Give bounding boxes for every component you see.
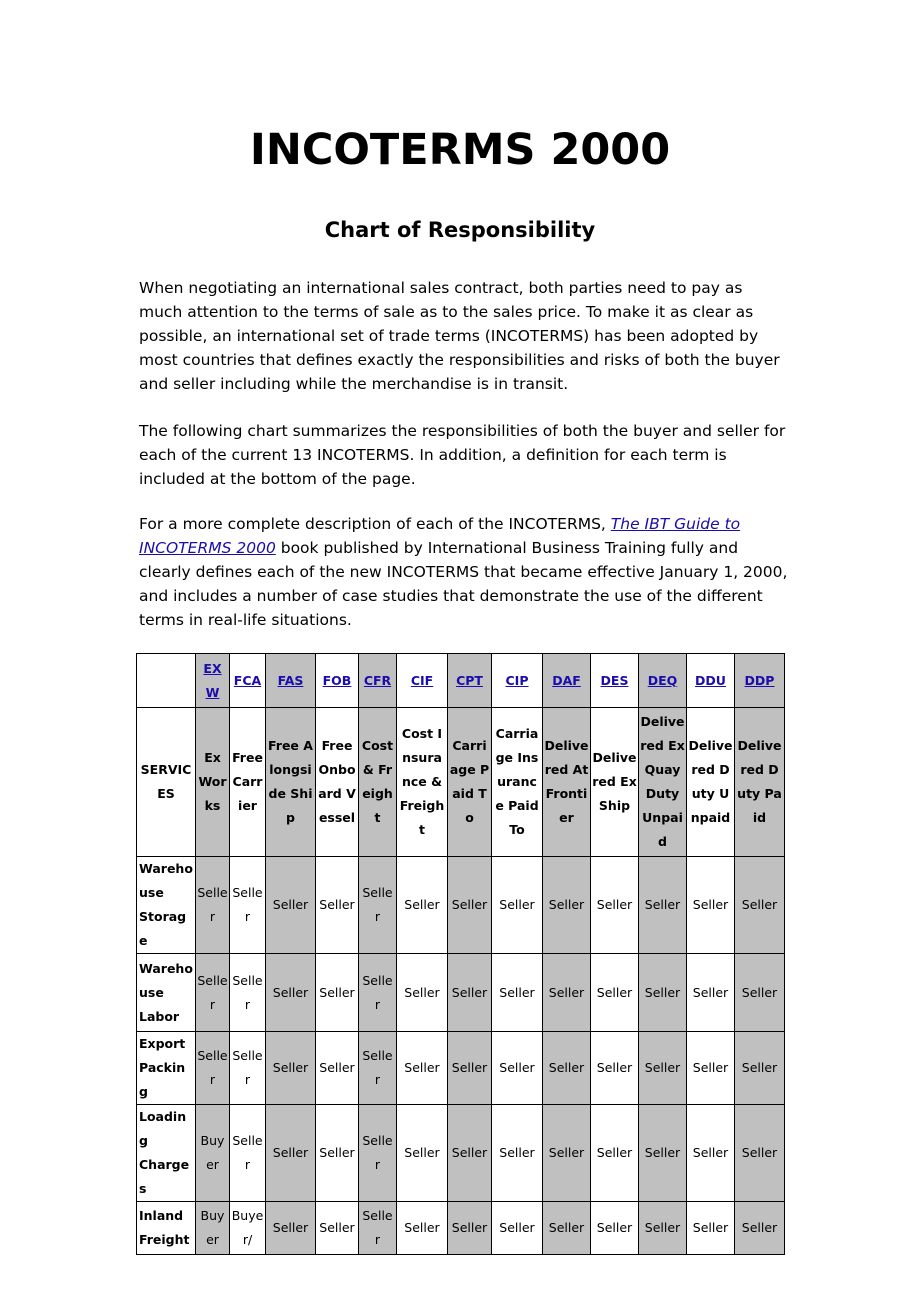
corner-cell — [137, 654, 196, 708]
responsibility-cell: Seller — [266, 857, 316, 954]
term-name-cell: Delivered Ex Ship — [591, 708, 639, 857]
service-label: Warehouse Storage — [137, 857, 196, 954]
intro-paragraph: When negotiating an international sales contract, both parties need to pay as much attention to the terms of sale as to the sales price. To make it as clear as possible, an international set of trade terms (INCOTERMS) has been adopted by most countries that defines exactly the responsibilities and risks of both the buyer and seller including while the merchandise is in transit. — [139, 279, 780, 393]
responsibility-cell: Seller — [359, 857, 397, 954]
responsibility-cell: Seller — [687, 954, 735, 1032]
responsibility-cell: Seller — [397, 1032, 448, 1105]
term-name-cell: Cost Insurance & Freight — [397, 708, 448, 857]
responsibility-cell: Seller — [735, 857, 785, 954]
responsibility-cell: Buyer — [196, 1105, 230, 1202]
responsibility-cell: Seller — [687, 1202, 735, 1255]
term-code-cell — [543, 654, 591, 708]
responsibility-cell: Seller — [543, 1105, 591, 1202]
responsibility-cell: Seller — [543, 857, 591, 954]
responsibility-cell: Seller — [316, 1105, 359, 1202]
responsibility-cell: Seller — [735, 1202, 785, 1255]
term-name-cell: Delivered Duty Unpaid — [687, 708, 735, 857]
responsibility-cell: Seller — [735, 1032, 785, 1105]
table-row — [137, 1105, 785, 1202]
responsibility-cell: Seller — [230, 1105, 266, 1202]
responsibility-cell: Seller — [397, 954, 448, 1032]
service-label: Export Packing — [137, 1032, 196, 1105]
term-name-cell: Ex Works — [196, 708, 230, 857]
responsibility-cell: Seller — [397, 1202, 448, 1255]
term-code-cell — [266, 654, 316, 708]
term-name-cell: Carriage Insurance Paid To — [492, 708, 543, 857]
responsibility-cell: Seller — [543, 1032, 591, 1105]
service-label: Warehouse Labor — [137, 954, 196, 1032]
responsibility-cell: Seller — [196, 857, 230, 954]
responsibility-cell: Seller — [591, 1032, 639, 1105]
responsibility-cell: Seller — [316, 857, 359, 954]
responsibility-cell: Seller — [492, 1202, 543, 1255]
responsibility-cell: Buyer/ — [230, 1202, 266, 1255]
responsibility-cell: Seller — [359, 1032, 397, 1105]
responsibility-cell: Seller — [687, 857, 735, 954]
responsibility-cell: Seller — [316, 1032, 359, 1105]
term-code-cell — [359, 654, 397, 708]
responsibility-cell: Seller — [687, 1032, 735, 1105]
responsibility-cell: Seller — [397, 857, 448, 954]
term-name-cell: Carriage Paid To — [448, 708, 492, 857]
table-row — [137, 857, 785, 954]
responsibility-cell: Seller — [639, 1105, 687, 1202]
responsibility-cell: Buyer — [196, 1202, 230, 1255]
term-name-cell: Delivered Duty Paid — [735, 708, 785, 857]
table-row — [137, 1202, 785, 1255]
term-name-cell: Free Carrier — [230, 708, 266, 857]
term-code-cell — [196, 654, 230, 708]
table-row — [137, 954, 785, 1032]
page-subtitle: Chart of Responsibility — [324, 218, 596, 242]
ibt-guide-link[interactable]: The IBT Guide to INCOTERMS 2000 — [139, 515, 741, 557]
responsibility-cell: Seller — [266, 1032, 316, 1105]
responsibility-cell: Seller — [316, 954, 359, 1032]
responsibility-cell: Seller — [492, 954, 543, 1032]
term-code-link-ddp[interactable]: DDP — [744, 672, 775, 688]
page-title: INCOTERMS 2000 — [249, 125, 671, 175]
term-code-cell — [316, 654, 359, 708]
term-code-cell — [448, 654, 492, 708]
term-code-cell — [735, 654, 785, 708]
term-name-cell: Delivered Ex Quay Duty Unpaid — [639, 708, 687, 857]
term-code-link-cpt[interactable]: CPT — [456, 672, 483, 688]
term-code-cell — [492, 654, 543, 708]
responsibility-cell: Seller — [735, 1105, 785, 1202]
service-label: Loading Charges — [137, 1105, 196, 1202]
term-code-link-fob[interactable]: FOB — [322, 672, 352, 688]
responsibility-cell: Seller — [359, 1202, 397, 1255]
responsibility-cell: Seller — [266, 1105, 316, 1202]
responsibility-cell: Seller — [492, 857, 543, 954]
responsibility-cell: Seller — [196, 954, 230, 1032]
term-code-row — [137, 654, 785, 708]
term-code-link-cip[interactable]: CIP — [505, 672, 529, 688]
responsibility-cell: Seller — [639, 1032, 687, 1105]
table-row — [137, 1032, 785, 1105]
responsibility-cell: Seller — [196, 1032, 230, 1105]
responsibility-cell: Seller — [735, 954, 785, 1032]
term-name-cell: Delivered At Frontier — [543, 708, 591, 857]
term-name-row — [137, 708, 785, 857]
term-name-cell: Free Onboard Vessel — [316, 708, 359, 857]
term-code-cell — [591, 654, 639, 708]
responsibility-cell: Seller — [492, 1032, 543, 1105]
term-code-link-ddu[interactable]: DDU — [695, 672, 726, 688]
responsibility-cell: Seller — [543, 954, 591, 1032]
term-code-link-daf[interactable]: DAF — [552, 672, 581, 688]
term-code-link-fca[interactable]: FCA — [233, 672, 262, 688]
responsibility-cell: Seller — [359, 954, 397, 1032]
term-code-link-des[interactable]: DES — [600, 672, 629, 688]
guide-text-after: book published by International Business Training fully and clearly defines each of the new INCOTERMS that became effective January 1, 2000, and includes a number of case studies that demonstrate the use of the different terms in real-life situations. — [139, 539, 788, 629]
term-code-link-fas[interactable]: FAS — [277, 672, 304, 688]
responsibility-cell: Seller — [448, 954, 492, 1032]
responsibility-cell: Seller — [448, 1202, 492, 1255]
term-code-cell — [639, 654, 687, 708]
term-code-link-exw[interactable]: EXW — [203, 660, 222, 700]
service-label: Inland Freight — [137, 1202, 196, 1255]
responsibility-cell: Seller — [266, 954, 316, 1032]
responsibility-cell: Seller — [266, 1202, 316, 1255]
responsibility-cell: Seller — [639, 1202, 687, 1255]
responsibility-cell: Seller — [492, 1105, 543, 1202]
responsibility-cell: Seller — [591, 1105, 639, 1202]
term-name-cell: Cost & Freight — [359, 708, 397, 857]
responsibility-cell: Seller — [639, 857, 687, 954]
term-code-link-deq[interactable]: DEQ — [647, 672, 678, 688]
term-code-cell — [230, 654, 266, 708]
responsibility-cell: Seller — [359, 1105, 397, 1202]
responsibility-cell: Seller — [687, 1105, 735, 1202]
services-header: SERVICES — [137, 708, 196, 857]
responsibility-cell: Seller — [591, 1202, 639, 1255]
responsibility-cell: Seller — [448, 1032, 492, 1105]
responsibility-cell: Seller — [639, 954, 687, 1032]
term-code-cell — [397, 654, 448, 708]
term-code-link-cfr[interactable]: CFR — [363, 672, 392, 688]
guide-text-before: For a more complete description of each of the INCOTERMS, — [139, 515, 611, 533]
responsibility-cell: Seller — [316, 1202, 359, 1255]
responsibility-table — [136, 653, 785, 1255]
responsibility-cell: Seller — [448, 857, 492, 954]
term-name-cell: Free Alongside Ship — [266, 708, 316, 857]
responsibility-cell: Seller — [543, 1202, 591, 1255]
responsibility-cell: Seller — [230, 1032, 266, 1105]
responsibility-cell: Seller — [230, 954, 266, 1032]
guide-paragraph — [139, 512, 789, 632]
responsibility-cell: Seller — [591, 857, 639, 954]
responsibility-cell: Seller — [397, 1105, 448, 1202]
term-code-link-cif[interactable]: CIF — [410, 672, 434, 688]
responsibility-cell: Seller — [230, 857, 266, 954]
responsibility-cell: Seller — [448, 1105, 492, 1202]
term-code-cell — [687, 654, 735, 708]
responsibility-cell: Seller — [591, 954, 639, 1032]
summary-paragraph: The following chart summarizes the responsibilities of both the buyer and seller for each of the current 13 INCOTERMS. In addition, a definition for each term is included at the bottom of the page. — [139, 422, 786, 488]
